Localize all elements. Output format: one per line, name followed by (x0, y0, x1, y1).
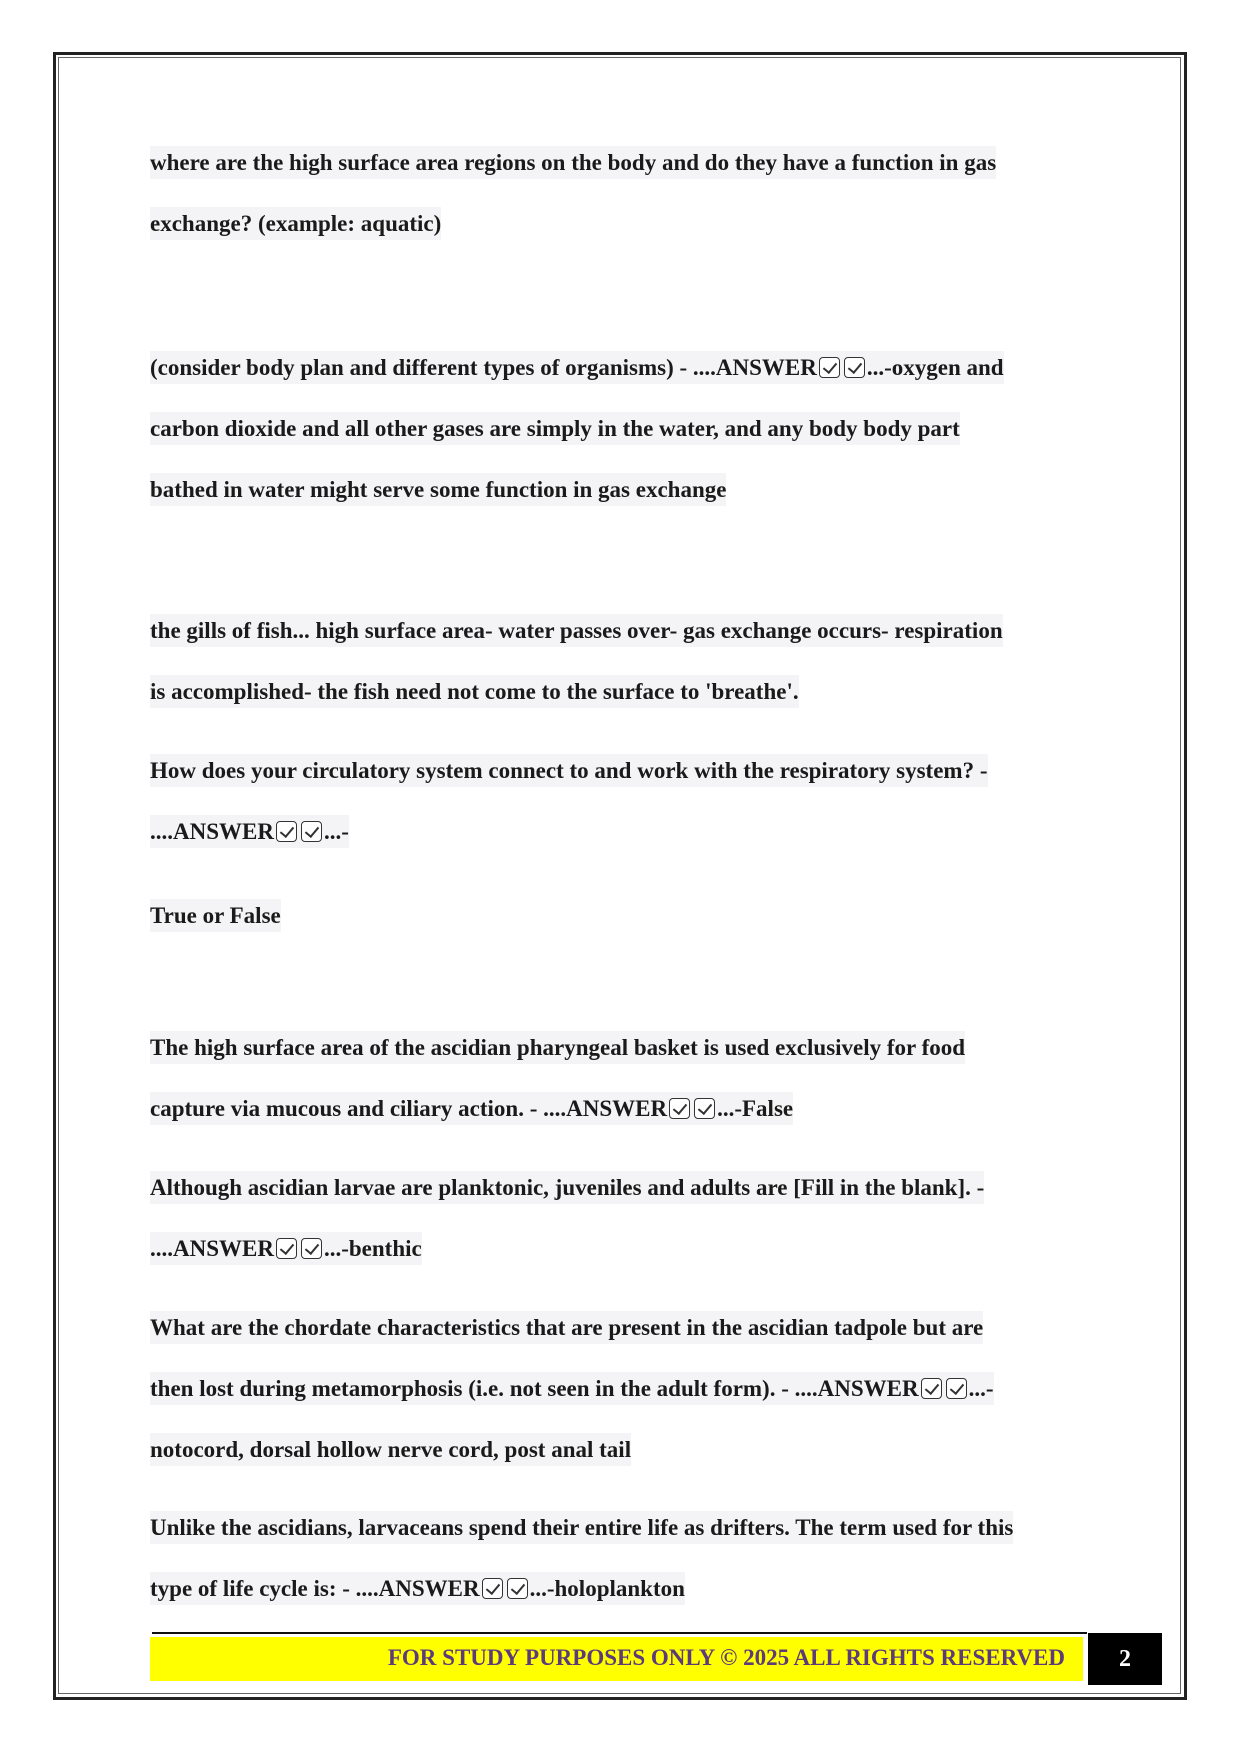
checkbox-checked-icon (301, 821, 322, 842)
line-text: bathed in water might serve some function in gas exchange (150, 477, 727, 502)
checkbox-checked-icon (276, 1238, 297, 1259)
answer-text: ...-benthic (323, 1236, 422, 1261)
text-line (150, 207, 441, 240)
text-line (150, 1232, 422, 1265)
line-text: the gills of fish... high surface area- water passes over- gas exchange occurs- respiration (150, 618, 1003, 643)
paragraph-9 (150, 1497, 1013, 1619)
line-text: capture via mucous and ciliary action. - ....ANSWER (150, 1096, 668, 1121)
line-text: ....ANSWER (150, 1236, 274, 1261)
checkbox-checked-icon (276, 821, 297, 842)
text-line (150, 1511, 1013, 1544)
text-line (150, 1572, 685, 1605)
text-line (150, 1372, 994, 1405)
text-line (150, 1171, 984, 1204)
line-text: Although ascidian larvae are planktonic, juveniles and adults are [Fill in the blank]. - (150, 1175, 985, 1200)
line-text: where are the high surface area regions on the body and do they have a function in gas (150, 150, 997, 175)
paragraph-3 (150, 600, 1003, 722)
line-text: How does your circulatory system connect to and work with the respiratory system? - (150, 758, 988, 783)
paragraph-6 (150, 1017, 965, 1139)
text-line (150, 351, 1004, 384)
line-text: Unlike the ascidians, larvaceans spend their entire life as drifters. The term used for this (150, 1515, 1014, 1540)
text-line (150, 815, 349, 848)
paragraph-7 (150, 1157, 984, 1279)
line-text: What are the chordate characteristics that are present in the ascidian tadpole but are (150, 1315, 984, 1340)
page-number: 2 (1088, 1633, 1162, 1685)
checkbox-checked-icon (921, 1378, 942, 1399)
line-text: (consider body plan and different types of organisms) - ....ANSWER (150, 355, 817, 380)
text-line (150, 473, 726, 506)
line-text: The high surface area of the ascidian pharyngeal basket is used exclusively for food (150, 1035, 966, 1060)
paragraph-1 (150, 132, 996, 254)
text-line (150, 899, 281, 932)
line-text: exchange? (example: aquatic) (150, 211, 442, 236)
answer-text: ...-oxygen and (866, 355, 1004, 380)
answer-text: ...- (323, 819, 349, 844)
checkbox-checked-icon (482, 1578, 503, 1599)
text-line (150, 1092, 793, 1125)
text-line (150, 1311, 983, 1344)
paragraph-8 (150, 1297, 994, 1480)
text-line (150, 754, 988, 787)
line-text: ....ANSWER (150, 819, 274, 844)
text-line (150, 1433, 631, 1466)
checkbox-checked-icon (301, 1238, 322, 1259)
checkbox-checked-icon (819, 357, 840, 378)
text-line (150, 146, 996, 179)
answer-text: ...-holoplankton (529, 1576, 685, 1601)
checkbox-checked-icon (844, 357, 865, 378)
checkbox-checked-icon (694, 1098, 715, 1119)
checkbox-checked-icon (669, 1098, 690, 1119)
line-text: type of life cycle is: - ....ANSWER (150, 1576, 480, 1601)
line-text: then lost during metamorphosis (i.e. not seen in the adult form). - ....ANSWER (150, 1376, 919, 1401)
text-line (150, 614, 1003, 647)
checkbox-checked-icon (507, 1578, 528, 1599)
text-line (150, 1031, 965, 1064)
checkbox-checked-icon (946, 1378, 967, 1399)
answer-text: ...- (968, 1376, 994, 1401)
text-line (150, 675, 799, 708)
text-line (150, 412, 960, 445)
footer-banner (150, 1637, 1083, 1681)
paragraph-2 (150, 337, 1004, 520)
footer-copyright: FOR STUDY PURPOSES ONLY © 2025 ALL RIGHTS RESERVED (387, 1645, 1065, 1670)
line-text: carbon dioxide and all other gases are simply in the water, and any body body part (150, 416, 960, 441)
footer-rule (152, 1632, 1087, 1634)
paragraph-4 (150, 740, 988, 862)
paragraph-5 (150, 885, 281, 946)
line-text: True or False (150, 903, 281, 928)
answer-text: ...-False (717, 1096, 794, 1121)
line-text: is accomplished- the fish need not come to the surface to 'breathe'. (150, 679, 799, 704)
line-text: notocord, dorsal hollow nerve cord, post anal tail (150, 1437, 632, 1462)
